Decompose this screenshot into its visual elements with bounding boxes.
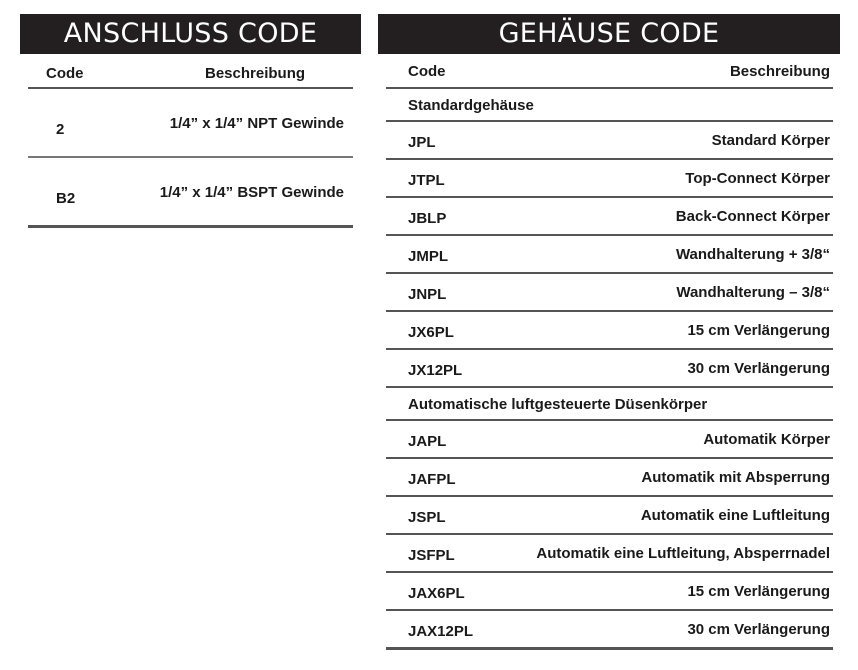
table-header <box>386 54 833 89</box>
table-row <box>386 535 833 573</box>
row-description: Wandhalterung – 3/8“ <box>676 284 830 301</box>
table-row <box>28 158 353 228</box>
row-description: Wandhalterung + 3/8“ <box>675 246 830 263</box>
table-row <box>386 198 833 236</box>
row-code: JSPL <box>408 509 446 526</box>
row-description: 1/4” x 1/4” BSPT Gewinde <box>159 184 344 201</box>
row-description: Back-Connect Körper <box>675 208 830 225</box>
gehaeuse-code-title: GEHÄUSE CODE <box>378 14 840 54</box>
row-code: JPL <box>408 134 436 151</box>
row-description: Automatik Körper <box>703 431 830 448</box>
table-row <box>386 497 833 535</box>
table-row <box>386 312 833 350</box>
column-header-description: Beschreibung <box>729 63 830 80</box>
table-row <box>386 274 833 312</box>
row-code: 2 <box>56 121 65 138</box>
table-row <box>386 350 833 388</box>
row-description: 15 cm Verlängerung <box>687 583 830 600</box>
table-row <box>386 573 833 611</box>
row-code: JX12PL <box>408 362 463 379</box>
table-row <box>28 89 353 158</box>
column-header-description: Beschreibung <box>205 65 306 82</box>
row-code: JNPL <box>408 286 447 303</box>
anschluss-code-table <box>28 54 353 228</box>
row-code: B2 <box>56 190 76 207</box>
section-header-automatic <box>386 388 833 421</box>
table-row <box>386 160 833 198</box>
table-row <box>386 421 833 459</box>
row-description: 30 cm Verlängerung <box>687 621 830 638</box>
row-code: JAX12PL <box>408 623 474 640</box>
table-row <box>386 122 833 160</box>
row-code: JTPL <box>408 172 445 189</box>
row-description: Standard Körper <box>711 132 830 149</box>
row-code: JMPL <box>408 248 449 265</box>
row-description: 15 cm Verlängerung <box>687 322 830 339</box>
section-header-standard <box>386 89 833 122</box>
gehaeuse-code-table <box>386 54 833 650</box>
row-description: Top-Connect Körper <box>685 170 830 187</box>
table-row <box>386 611 833 650</box>
row-code: JAFPL <box>408 471 456 488</box>
row-code: JBLP <box>408 210 447 227</box>
row-code: JAPL <box>408 433 447 450</box>
row-code: JAX6PL <box>408 585 465 602</box>
anschluss-code-title: ANSCHLUSS CODE <box>20 14 361 54</box>
row-code: JSFPL <box>408 547 455 564</box>
row-description: Automatik eine Luftleitung, Absperrnadel <box>536 545 830 562</box>
table-row <box>386 236 833 274</box>
column-header-code: Code <box>46 65 84 82</box>
table-row <box>386 459 833 497</box>
row-code: JX6PL <box>408 324 454 341</box>
table-header <box>28 54 353 89</box>
row-description: 30 cm Verlängerung <box>687 360 830 377</box>
row-description: Automatik eine Luftleitung <box>640 507 830 524</box>
row-description: 1/4” x 1/4” NPT Gewinde <box>169 115 344 132</box>
section-label: Automatische luftgesteuerte Düsenkörper <box>408 396 708 413</box>
row-description: Automatik mit Absperrung <box>641 469 830 486</box>
column-header-code: Code <box>408 63 446 80</box>
section-label: Standardgehäuse <box>408 97 534 114</box>
